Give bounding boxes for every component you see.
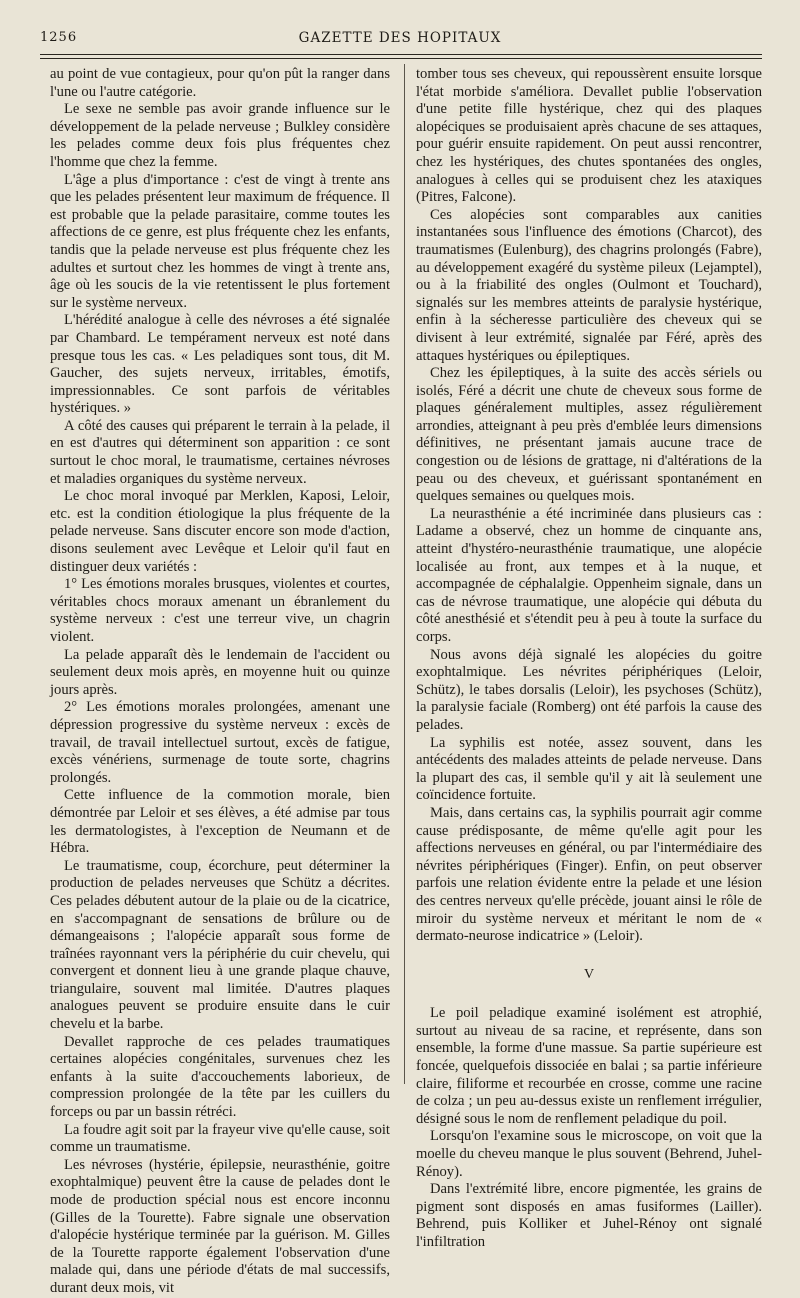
paragraph: Devallet rapproche de ces pelades traumatiques certaines alopécies congénitales, survenues chez les enfants à la suite d'accouchements laborieux, de compression prolongée de la tête par les cuillers du forceps ou par un bassin rétréci.: [50, 1033, 390, 1121]
column-divider: [404, 64, 405, 1084]
paragraph: La pelade apparaît dès le lendemain de l'accident ou seulement deux mois après, en moyenne huit ou quinze jours après.: [50, 646, 390, 698]
paragraph: au point de vue contagieux, pour qu'on pût la ranger dans l'une ou l'autre catégorie.: [50, 66, 390, 100]
paragraph: Chez les épileptiques, à la suite des accès sériels ou isolés, Féré a décrit une chute de cheveux sous forme de plaques généralement multiples, assez régulièrement arrondies, atteignant à peu près d'emblée leurs dimensions définitives, ne présentant jamais aucune trace de congestion ou de lésions de grattage, ni d'altérations de la peau ou des cheveux, et guérissant spontanément en quelques semaines ou quelques mois.: [416, 365, 762, 505]
paragraph: Ces alopécies sont comparables aux canities instantanées sous l'influence des émotions (Charcot), des traumatismes (Eulenburg), des chagrins prolongés (Fabre), au développement exagéré du système pileux (Lejamptel), ou à la friabilité des ongles (Oulmont et Touchard), signalés sur les membres atteints de paralysie hystérique, enfin à la sécheresse particulière des cheveux qui se divisent à leur extrémité, signalée par Féré, après des attaques hystériques ou épileptiques.: [416, 206, 762, 364]
running-head: [40, 28, 760, 48]
paragraph: 2° Les émotions morales prolongées, amenant une dépression progressive du système nerveux : excès de travail, de travail intellectuel surtout, excès de fatigue, excès vénériens, surmenage de toute sorte, chagrins prolongés.: [50, 699, 390, 786]
paragraph: 1° Les émotions morales brusques, violentes et courtes, véritables chocs moraux amenant un ébranlement du système nerveux : c'est une terreur vive, un chagrin violent.: [50, 576, 390, 645]
paragraph: A côté des causes qui préparent le terrain à la pelade, il en est d'autres qui déterminent son apparition : ce sont surtout le choc moral, le traumatisme, certaines névroses et maladies organiques du système nerveux.: [50, 417, 390, 487]
journal-title: GAZETTE DES HOPITAUX: [298, 30, 502, 46]
paragraph: Mais, dans certains cas, la syphilis pourrait agir comme cause prédisposante, de même qu'elle agit pour les affections nerveuses en général, ou par l'intermédiaire des névrites périphériques (Finger). Enfin, on peut observer parfois une relation évidente entre la pelade et une lésion des centres nerveux qu'elle précède, jouant ainsi le rôle de miroir du système nerveux et méritant le nom de « dermato-neurose indicatrice » (Leloir).: [416, 804, 762, 945]
paragraph: L'âge a plus d'importance : c'est de vingt à trente ans que les pelades présentent leur maximum de fréquence. Il est probable que la pelade parasitaire, comme toutes les affections de ce genre, est plus fréquente chez les enfants, tandis que la pelade nerveuse est plus fréquente chez les adultes et surtout chez les hommes de vingt à trente ans, âge où les soucis de la vie retentissent le plus fortement sur le système nerveux.: [50, 171, 390, 311]
paragraph: Le traumatisme, coup, écorchure, peut déterminer la production de pelades nerveuses que Schütz a décrites. Ces pelades débutent autour de la plaie ou de la cicatrice, en s'accompagnant de sensations de brûlure ou de démangeaisons ; l'alopécie apparaît sous forme de traînées rayonnant vers la périphérie du cuir chevelu, qui convergent et donnent lieu à une grande plaque chauve, triangulaire, souvent mal limitée. D'autres plaques analogues peuvent se produire ensuite dans le cuir chevelu et la barbe.: [50, 857, 390, 1033]
paragraph: Les névroses (hystérie, épilepsie, neurasthénie, goitre exophtalmique) peuvent être la cause de pelades dont le mode de production spécial nous est encore inconnu (Gilles de la Tourette). Fabre signale une observation d'alopécie hystérique terminée par la guérison. M. Gilles de la Tourette rapporte également l'observation d'une malade qui, dans une période d'états de mal successifs, durant deux mois, vit: [50, 1156, 390, 1296]
section-heading: V: [583, 966, 595, 982]
left-column: [50, 66, 390, 1298]
paragraph: Le poil peladique examiné isolément est atrophié, surtout au niveau de sa racine, et représente, dans son ensemble, la forme d'une massue. Sa partie supérieure est foncée, quelquefois dissociée en balai ; sa partie inférieure claire, filiforme et recourbée en crosse, comme une racine de colza ; un peu au-dessus existe un renflement irrégulier, désigné sous le nom de renflement peladique du poil.: [416, 1005, 762, 1127]
header-rule-top: [40, 54, 762, 55]
paragraph: L'hérédité analogue à celle des névroses a été signalée par Chambard. Le tempérament nerveux est noté dans presque tous les cas. « Les peladiques sont tous, dit M. Gaucher, des sujets nerveux, irritables, émotifs, impressionnables. Ce sont parfois de véritables hystériques. »: [50, 312, 390, 417]
paragraph: Lorsqu'on l'examine sous le microscope, on voit que la moelle du cheveu manque le plus souvent (Behrend, Juhel-Rénoy).: [416, 1128, 762, 1180]
paragraph: La neurasthénie a été incriminée dans plusieurs cas : Ladame a observé, chez un homme de cinquante ans, atteint d'hystéro-neurasthénie traumatique, une alopécie localisée au front, aux tempes et à la nuque, et accompagnée de céphalalgie. Oppenheim signale, dans un cas de névrose traumatique, une alopécie qui débuta du côté anesthésié et s'étendit peu à peu à toute la surface du corps.: [416, 505, 762, 645]
right-column: [416, 66, 762, 1252]
paragraph: La foudre agit soit par la frayeur vive qu'elle cause, soit comme un traumatisme.: [50, 1121, 390, 1156]
paragraph: Dans l'extrémité libre, encore pigmentée, les grains de pigment sont disposés en amas fusiformes (Lailler). Behrend, puis Kolliker et Juhel-Rénoy ont signalé l'infiltration: [416, 1181, 762, 1250]
paragraph: La syphilis est notée, assez souvent, dans les antécédents des malades atteints de pelade nerveuse. Dans la plupart des cas, il semble qu'il y ait là seulement une coïncidence fortuite.: [416, 734, 762, 804]
header-rule-bottom: [40, 58, 762, 59]
paragraph: Cette influence de la commotion morale, bien démontrée par Leloir et ses élèves, a été admise par tous les dermatologistes, à l'exception de Neumann et de Hébra.: [50, 787, 390, 857]
paragraph: Le sexe ne semble pas avoir grande influence sur le développement de la pelade nerveuse ; Bulkley considère les pelades comme deux fois plus fréquentes chez l'homme que chez la femme.: [50, 101, 390, 170]
page-number: 1256: [40, 30, 78, 45]
paragraph: tomber tous ses cheveux, qui repoussèrent ensuite lorsque l'état morbide s'améliora. Devallet publie l'observation d'une petite fille hystérique, chez qui des plaques alopéciques se produisaient après chacune de ses attaques, pour guérir ensuite rapidement. On peut aussi rencontrer, chez les hystériques, des chutes spontanées des ongles, analogues à celles qui se produisent chez les ataxiques (Pitres, Falcone).: [416, 66, 762, 206]
paragraph: Nous avons déjà signalé les alopécies du goitre exophtalmique. Les névrites périphériques (Leloir, Schütz), le tabes dorsalis (Leloir), les psychoses (Schütz), la paralysie faciale (Romberg) ont été parfois la cause des pelades.: [416, 646, 762, 733]
paragraph: Le choc moral invoqué par Merklen, Kaposi, Leloir, etc. est la condition étiologique la plus fréquente de la pelade nerveuse. Sans discuter encore son mode d'action, disons seulement avec Levêque et Leloir qu'il faut en distinguer deux variétés :: [50, 488, 390, 575]
